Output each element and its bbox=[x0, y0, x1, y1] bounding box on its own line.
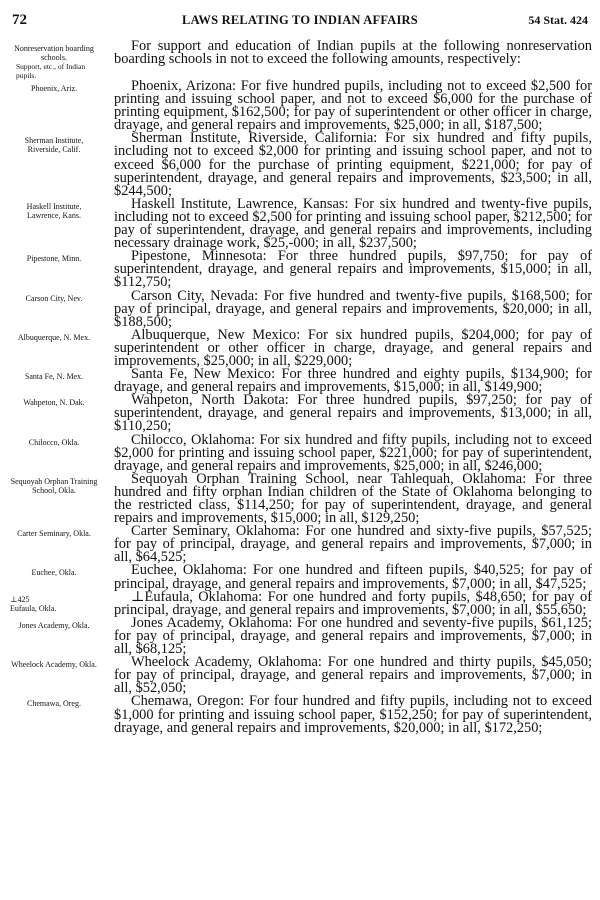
paragraph: Albuquerque, New Mexico: For six hundred pupils, $204,000; for pay of superintendent or other officer in charge, drayage, and general repairs and improvements, $25,000; in all, $229,000; bbox=[114, 326, 592, 369]
margin-note-line: Sequoyah Orphan Training School, Okla. bbox=[10, 476, 98, 495]
margin-note-line: Carter Seminary, Okla. bbox=[17, 529, 91, 539]
paragraph: Pipestone, Minnesota: For three hundred pupils, $97,750; for pay of superintendent, drayage, and general repairs and improvements, $15,000; in all, $112,750; bbox=[114, 248, 592, 291]
paragraph: Sherman Institute, Riverside, California: For six hundred and fifty pupils, including not to exceed $2,000 for printing and issuing school paper, and not to exceed $6,000 for the purchase of printing equipment, $221,000; for pay of superintendent, drayage, and general repairs and improvements, $23,500; in all, $244,500; bbox=[114, 130, 592, 199]
margin-note bbox=[0, 595, 102, 613]
margin-note-line: Euchee, Okla. bbox=[31, 568, 77, 578]
paragraph: Euchee, Oklahoma: For one hundred and fifteen pupils, $40,525; for pay of principal, drayage, and general repairs and improvements, $7,000; in all, $47,525; bbox=[114, 562, 592, 592]
margin-note-line: Wahpeton, N. Dak. bbox=[23, 398, 85, 408]
margin-note-line: Santa Fe, N. Mex. bbox=[24, 372, 84, 382]
margin-note bbox=[0, 529, 102, 538]
margin-note-line: Eufaula, Okla. bbox=[10, 603, 57, 613]
margin-note-line: Albuquerque, N. Mex. bbox=[17, 332, 91, 342]
margin-note bbox=[0, 44, 102, 80]
paragraph: Chilocco, Oklahoma: For six hundred and fifty pupils, including not to exceed $2,000 for printing and issuing school paper, $221,000; for pay of superintendent, drayage, and general repairs and improvements, $25,000; in all, $246,000; bbox=[114, 431, 592, 474]
page-body bbox=[0, 40, 600, 735]
margin-note bbox=[0, 372, 102, 381]
page-number: 72 bbox=[12, 12, 27, 28]
paragraph: Jones Academy, Oklahoma: For one hundred and seventy-five pupils, $61,125; for pay of principal, drayage, and general repairs and improvements, $7,000; in all, $68,125; bbox=[114, 614, 592, 658]
entry-nonreservation-schools bbox=[0, 40, 600, 80]
entry-eufaula bbox=[0, 588, 600, 618]
paragraph: Carter Seminary, Oklahoma: For one hundred and sixty-five pupils, $57,525; for pay of principal, drayage, and general repairs and improvements, $7,000; in all, $64,525; bbox=[114, 523, 592, 566]
statute-reference: 54 Stat. 424 bbox=[528, 13, 588, 27]
entry-sequoyah bbox=[0, 470, 600, 527]
paragraph: Sequoyah Orphan Training School, near Tahlequah, Oklahoma: For three hundred and fifty orphan Indian children of the State of Oklahoma belonging to the restricted class, $114,250; for pay of superintendent, drayage, and general repairs and improvements, $15,000; in all, $129,250; bbox=[114, 470, 592, 527]
margin-note bbox=[0, 568, 102, 577]
margin-note-line: Sherman Institute, Riverside, Calif. bbox=[24, 136, 84, 155]
entry-santa-fe bbox=[0, 368, 600, 394]
entry-chilocco bbox=[0, 431, 600, 474]
margin-note bbox=[0, 477, 102, 495]
running-title: LAWS RELATING TO INDIAN AFFAIRS bbox=[182, 13, 418, 27]
margin-note bbox=[0, 333, 102, 342]
margin-note bbox=[0, 294, 102, 303]
paragraph: Wahpeton, North Dakota: For three hundred pupils, $97,250; for pay of superintendent, drayage, and general repairs and improvements, $13,000; in all, $110,250; bbox=[114, 392, 592, 435]
margin-note bbox=[0, 398, 102, 407]
entry-haskell bbox=[0, 195, 600, 252]
margin-note bbox=[0, 84, 102, 93]
page-break-marker: ⊥425 bbox=[10, 594, 30, 604]
margin-note-line: Wheelock Academy, Okla. bbox=[11, 660, 97, 670]
margin-note bbox=[0, 699, 102, 708]
margin-note bbox=[0, 136, 102, 154]
margin-note-line: Phoenix, Ariz. bbox=[31, 84, 77, 93]
margin-note-line: Carson City, Nev. bbox=[25, 293, 83, 303]
margin-note-line: Chilocco, Okla. bbox=[28, 437, 80, 447]
paragraph: Chemawa, Oregon: For four hundred and fifty pupils, including not to exceed $1,000 for printing and issuing school paper, $152,250; for pay of superintendent, drayage, and general repairs and improvements, $20,000; in all, $172,250; bbox=[114, 693, 592, 736]
paragraph: Santa Fe, New Mexico: For three hundred and eighty pupils, $134,900; for drayage, and general repairs and improvements, $15,000; in all, $149,900; bbox=[114, 366, 592, 396]
margin-note-line: Chemawa, Oreg. bbox=[27, 699, 81, 709]
margin-note-line: Jones Academy, Okla. bbox=[18, 620, 90, 630]
entry-carter-seminary bbox=[0, 525, 600, 564]
margin-note bbox=[0, 202, 102, 220]
entry-pipestone bbox=[0, 250, 600, 289]
entry-euchee bbox=[0, 564, 600, 590]
margin-note bbox=[0, 660, 102, 669]
paragraph: Haskell Institute, Lawrence, Kansas: For six hundred and twenty-five pupils, including not to exceed $2,500 for printing and issuing school paper, $212,500; for pay of superintendent, drayage, and general repairs and improvements, including necessary drainage work, $25,-000; in all, $237,500; bbox=[114, 195, 592, 252]
paragraph: ⊥Eufaula, Oklahoma: For one hundred and forty pupils, $48,650; for pay of principal, drayage, and general repairs and improvements, $7,000; in all, $55,650; bbox=[114, 588, 592, 618]
entry-carson-city bbox=[0, 287, 600, 330]
paragraph: For support and education of Indian pupils at the following nonreservation boarding schools in not to exceed the following amounts, respectively: bbox=[114, 38, 592, 68]
margin-note-line: Nonreservation boarding schools. bbox=[14, 44, 94, 62]
entry-albuquerque bbox=[0, 326, 600, 369]
margin-note-line: Support, etc., of Indian pupils. bbox=[16, 62, 86, 80]
paragraph: Carson City, Nevada: For five hundred and twenty-five pupils, $168,500; for pay of principal, drayage, and general repairs and improvements, $20,000; in all, $188,500; bbox=[114, 287, 592, 330]
entry-sherman bbox=[0, 132, 600, 197]
entry-chemawa bbox=[0, 695, 600, 734]
margin-note bbox=[0, 254, 102, 263]
margin-note bbox=[0, 621, 102, 630]
entry-phoenix bbox=[0, 80, 600, 132]
margin-note-line: Pipestone, Minn. bbox=[26, 254, 82, 264]
entry-wahpeton bbox=[0, 394, 600, 433]
entry-jones-academy bbox=[0, 614, 600, 658]
page-header bbox=[12, 12, 588, 32]
margin-note bbox=[0, 438, 102, 447]
paragraph: Phoenix, Arizona: For five hundred pupils, including not to exceed $2,500 for printing and issuing school paper, and not to exceed $6,000 for the purchase of printing equipment, $162,500; for pay of superintendent or other officer in charge, drayage, and general repairs and improvements, $25,000; in all, $187,500; bbox=[114, 78, 592, 134]
margin-note-line: Haskell Institute, Lawrence, Kans. bbox=[26, 201, 82, 220]
paragraph: Wheelock Academy, Oklahoma: For one hundred and thirty pupils, $45,050; for pay of principal, drayage, and general repairs and improvements, $7,000; in all, $52,050; bbox=[114, 654, 592, 697]
entry-wheelock-academy bbox=[0, 656, 600, 695]
